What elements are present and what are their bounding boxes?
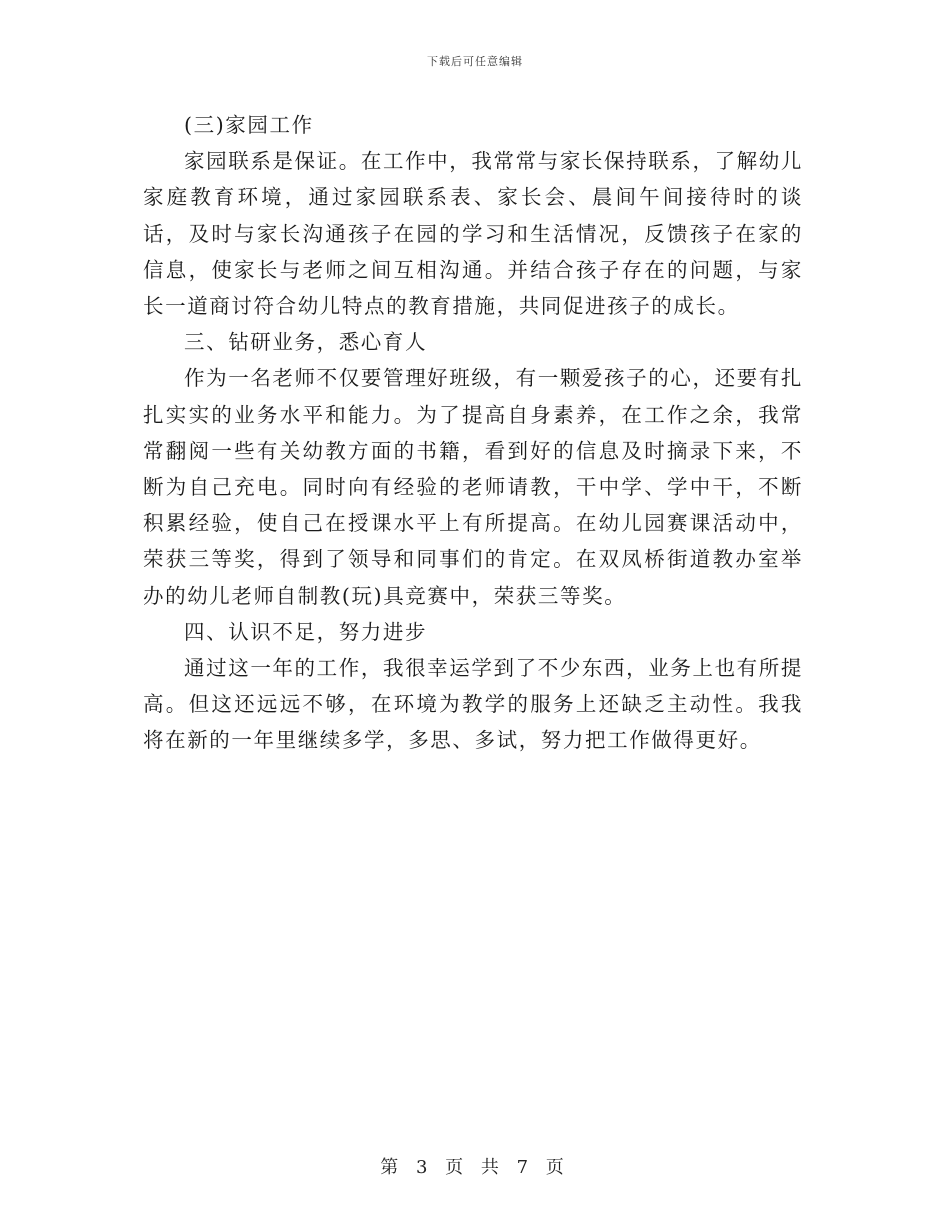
section-heading-recognize-shortcomings: 四、认识不足，努力进步: [184, 619, 428, 644]
section-heading-study-business: 三、钻研业务，悉心育人: [184, 330, 428, 355]
paragraph-conclusion: 通过这一年的工作，我很幸运学到了不少东西，业务上也有所提高。但这还远远不够，在环境为教学的服务上还缺乏主动性。我我将在新的一年里继续多学，多思、多试，努力把工作做得更好。: [143, 656, 803, 753]
paragraph-home-school-contact: 家园联系是保证。在工作中，我常常与家长保持联系，了解幼儿家庭教育环境，通过家园联系表、家长会、晨间午间接待时的谈话，及时与家长沟通孩子在园的学习和生活情况，反馈孩子在家的信息，使家长与老师之间互相沟通。并结合孩子存在的问题，与家长一道商讨符合幼儿特点的教育措施，共同促进孩子的成长。: [143, 149, 803, 319]
document-body: [143, 107, 803, 759]
page-number: 第 3 页 共 7 页: [380, 1157, 570, 1178]
page-header-note: 下载后可任意编辑: [427, 55, 523, 68]
paragraph-professional-growth: 作为一名老师不仅要管理好班级，有一颗爱孩子的心，还要有扎扎实实的业务水平和能力。为了提高自身素养，在工作之余，我常常翻阅一些有关幼教方面的书籍，看到好的信息及时摘录下来，不断为自己充电。同时向有经验的老师请教，干中学、学中干，不断积累经验，使自己在授课水平上有所提高。在幼儿园赛课活动中，荣获三等奖，得到了领导和同事们的肯定。在双凤桥街道教办室举办的幼儿老师自制教(玩)具竞赛中，荣获三等奖。: [143, 366, 803, 608]
section-subheading-home-school: (三)家园工作: [184, 113, 314, 137]
